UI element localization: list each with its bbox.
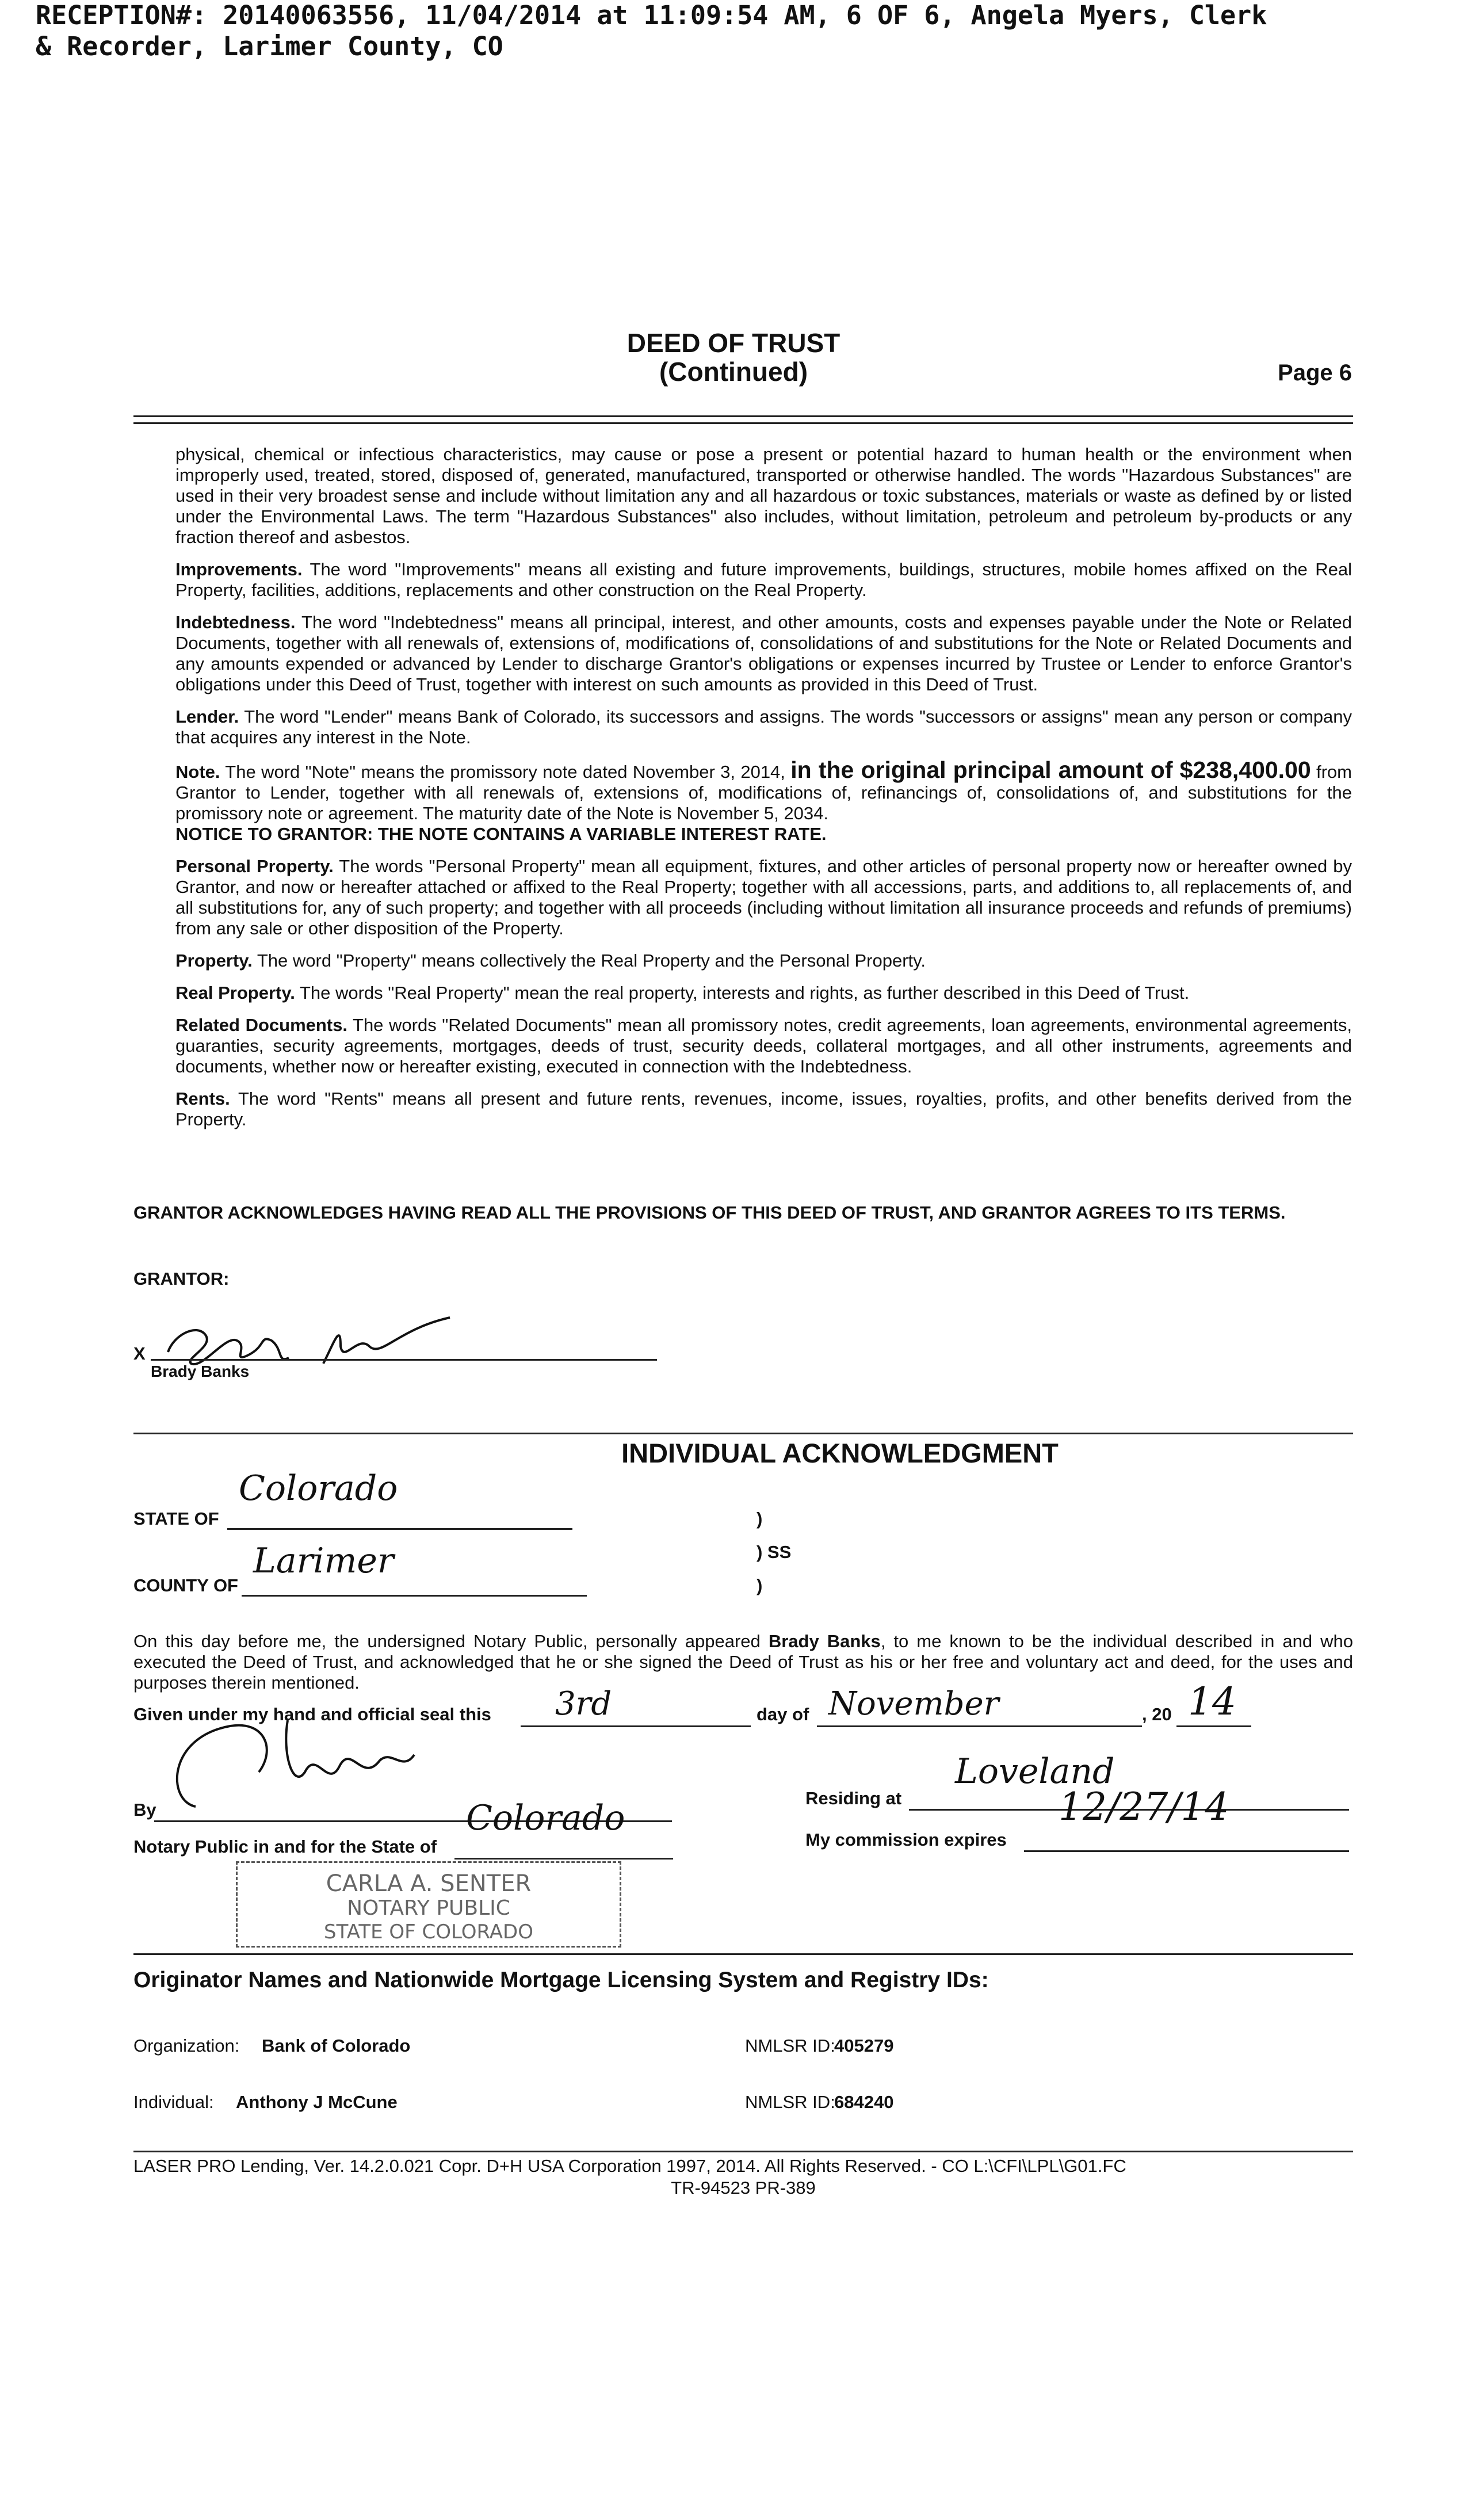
document-subtitle: (Continued) bbox=[659, 357, 808, 387]
notary-statement bbox=[133, 1631, 1353, 1693]
header-rule-bottom bbox=[133, 422, 1353, 424]
note-text-a: The word "Note" means the promissory note dated November 3, 2014, bbox=[220, 762, 791, 782]
notary-signature bbox=[161, 1703, 483, 1824]
venue-paren-3: ) bbox=[757, 1575, 763, 1595]
personal-property-paragraph bbox=[175, 856, 1352, 939]
state-field bbox=[227, 1468, 572, 1530]
month-handwritten: November bbox=[828, 1685, 999, 1723]
improvements-text: The word "Improvements" means all existing and future improvements, buildings, structures, mobile homes affixed on the Real Property, facilities, additions, replacements and other construction on the Real Property. bbox=[175, 559, 1352, 600]
indebtedness-paragraph bbox=[175, 612, 1352, 695]
organization-nmlsr-label: NMLSR ID: bbox=[745, 2036, 835, 2056]
residing-label: Residing at bbox=[805, 1788, 902, 1808]
improvements-term: Improvements. bbox=[175, 559, 303, 579]
lender-text: The word "Lender" means Bank of Colorado, its successors and assigns. The words "successors or assigns" mean any person or company that acquires any interest in the Note. bbox=[175, 707, 1352, 747]
footer-line-2: TR-94523 PR-389 bbox=[671, 2178, 816, 2198]
document-title: DEED OF TRUST bbox=[626, 328, 841, 358]
individual-label: Individual: bbox=[133, 2092, 214, 2112]
ack-rule-top bbox=[133, 1433, 1353, 1434]
venue-paren-1: ) bbox=[757, 1509, 763, 1529]
note-variable-rate-notice: NOTICE TO GRANTOR: THE NOTE CONTAINS A VARIABLE INTEREST RATE. bbox=[175, 824, 827, 844]
rents-paragraph bbox=[175, 1089, 1352, 1130]
personal-property-text: The words "Personal Property" mean all equipment, fixtures, and other articles of personal property now or hereafter owned by Grantor, and now or hereafter attached or affixed to the Real Property; together with all accessions, parts, and additions to, all replacements of, and all substitutions for, any of such property; and together with all proceeds (including without limitation all insurance proceeds and refunds of premiums) from any sale or other disposition of the Property. bbox=[175, 856, 1352, 938]
note-principal-amount: in the original principal amount of $238,400.00 bbox=[790, 757, 1311, 783]
commission-field bbox=[1024, 1785, 1349, 1852]
signature-x-mark: X bbox=[133, 1343, 146, 1364]
grantor-label: GRANTOR: bbox=[133, 1269, 230, 1289]
rents-text: The word "Rents" means all present and future rents, revenues, income, issues, royalties, profits, and other benefits derived from the Property. bbox=[175, 1089, 1352, 1129]
commission-handwritten: 12/27/14 bbox=[1059, 1785, 1229, 1829]
lender-term: Lender. bbox=[175, 707, 239, 727]
related-documents-paragraph bbox=[175, 1015, 1352, 1077]
stamp-title: NOTARY PUBLIC bbox=[347, 1896, 510, 1920]
individual-value: Anthony J McCune bbox=[236, 2092, 398, 2112]
real-property-text: The words "Real Property" mean the real property, interests and rights, as further described in this Deed of Trust. bbox=[295, 983, 1190, 1003]
year-prefix-label: , 20 bbox=[1142, 1704, 1172, 1724]
personal-property-term: Personal Property. bbox=[175, 856, 334, 876]
related-documents-term: Related Documents. bbox=[175, 1015, 347, 1035]
state-handwritten: Colorado bbox=[239, 1468, 398, 1509]
property-term: Property. bbox=[175, 950, 253, 971]
venue-paren-ss: ) SS bbox=[757, 1542, 792, 1562]
county-field bbox=[242, 1541, 587, 1597]
grantor-signature-line bbox=[151, 1359, 657, 1361]
individual-nmlsr-value: 684240 bbox=[834, 2092, 894, 2112]
page-number: Page 6 bbox=[1278, 360, 1352, 385]
footer-line-1: LASER PRO Lending, Ver. 14.2.0.021 Copr. D+H USA Corporation 1997, 2014. All Rights Reserved. - CO L:\CFI\LPL\G01.FC bbox=[133, 2156, 1126, 2176]
lender-paragraph bbox=[175, 707, 1352, 748]
notary-statement-b: , to me known to be the individual described in and who executed the Deed of Trust, and acknowledged that he or she signed the Deed of Trust as his or her free and voluntary act and deed, for the uses and purposes therein mentioned. bbox=[133, 1631, 1353, 1693]
organization-label: Organization: bbox=[133, 2036, 240, 2056]
property-text: The word "Property" means collectively the Real Property and the Personal Property. bbox=[252, 950, 926, 971]
notary-stamp bbox=[236, 1861, 621, 1948]
software-footer bbox=[133, 2155, 1353, 2199]
definitions-body bbox=[175, 444, 1352, 1141]
commission-label: My commission expires bbox=[805, 1830, 1007, 1850]
given-under-hand-label: Given under my hand and official seal this bbox=[133, 1704, 491, 1724]
rents-term: Rents. bbox=[175, 1089, 230, 1109]
month-field bbox=[817, 1685, 1142, 1727]
notary-statement-a: On this day before me, the undersigned Notary Public, personally appeared bbox=[133, 1631, 769, 1651]
individual-acknowledgment-title: INDIVIDUAL ACKNOWLEDGMENT bbox=[621, 1438, 1059, 1468]
note-text-b: from Grantor to Lender, together with all renewals of, extensions of, modifications of, refinancings of, consolidations of, and substitutions for the promissory note or agreement. The maturity date of the Note is November 5, 2034. bbox=[175, 762, 1352, 823]
notary-appearing-name: Brady Banks bbox=[768, 1631, 881, 1651]
property-paragraph bbox=[175, 950, 1352, 971]
hazardous-paragraph: physical, chemical or infectious characteristics, may cause or pose a present or potential hazard to human health or the environment when improperly used, treated, stored, disposed of, generated, manufactured, transported or otherwise handled. The words "Hazardous Substances" are used in their very broadest sense and include without limitation any and all hazardous or toxic substances, materials or waste as defined by or listed under the Environmental Laws. The term "Hazardous Substances" also includes, without limitation, petroleum and petroleum by-products or any fraction thereof and asbestos. bbox=[175, 444, 1352, 547]
day-of-label: day of bbox=[757, 1704, 809, 1724]
originator-rule bbox=[133, 1953, 1353, 1955]
county-handwritten: Larimer bbox=[253, 1541, 394, 1581]
indebtedness-text: The word "Indebtedness" means all principal, interest, and other amounts, costs and expenses payable under the Note or Related Documents, together with all renewals of, extensions of, modifications of, consolidations of and substitutions for the Note or Related Documents and any amounts expended or advanced by Lender to discharge Grantor's obligations or expenses incurred by Trustee or Lender to enforce Grantor's obligations under this Deed of Trust, together with interest on such amounts as provided in this Deed of Trust. bbox=[175, 612, 1352, 694]
indebtedness-term: Indebtedness. bbox=[175, 612, 296, 632]
related-documents-text: The words "Related Documents" mean all promissory notes, credit agreements, loan agreements, environmental agreements, guaranties, security agreements, mortgages, deeds of trust, security deeds, collateral mortgages, and all other instruments, agreements and documents, whether now or hereafter existing, executed in connection with the Indebtedness. bbox=[175, 1015, 1352, 1076]
real-property-paragraph bbox=[175, 983, 1352, 1003]
originator-heading: Originator Names and Nationwide Mortgage Licensing System and Registry IDs: bbox=[133, 1968, 989, 1992]
county-label: COUNTY OF bbox=[133, 1575, 238, 1595]
grantor-name: Brady Banks bbox=[151, 1362, 250, 1380]
day-handwritten: 3rd bbox=[555, 1685, 612, 1723]
notary-state-handwritten: Colorado bbox=[466, 1798, 625, 1838]
notary-state-field bbox=[454, 1798, 673, 1860]
note-term: Note. bbox=[175, 762, 220, 782]
organization-value: Bank of Colorado bbox=[262, 2036, 411, 2056]
state-label: STATE OF bbox=[133, 1509, 219, 1529]
day-field bbox=[521, 1685, 751, 1727]
notary-state-label: Notary Public in and for the State of bbox=[133, 1836, 437, 1857]
grantor-acknowledgement-statement: GRANTOR ACKNOWLEDGES HAVING READ ALL THE PROVISIONS OF THIS DEED OF TRUST, AND GRANTOR AGREES TO ITS TERMS. bbox=[133, 1202, 1286, 1223]
improvements-paragraph bbox=[175, 559, 1352, 601]
year-handwritten: 14 bbox=[1188, 1679, 1236, 1724]
real-property-term: Real Property. bbox=[175, 983, 295, 1003]
reception-header: RECEPTION#: 20140063556, 11/04/2014 at 11:09:54 AM, 6 OF 6, Angela Myers, Clerk & Recorder, Larimer County, CO bbox=[36, 0, 1267, 62]
header-rule-top bbox=[133, 415, 1353, 417]
year-field bbox=[1176, 1679, 1251, 1727]
footer-rule bbox=[133, 2151, 1353, 2152]
individual-nmlsr-label: NMLSR ID: bbox=[745, 2092, 835, 2112]
stamp-state: STATE OF COLORADO bbox=[324, 1920, 533, 1944]
by-label: By bbox=[133, 1800, 156, 1820]
residing-handwritten: Loveland bbox=[955, 1751, 1115, 1792]
stamp-name: CARLA A. SENTER bbox=[326, 1870, 532, 1897]
note-paragraph bbox=[175, 759, 1352, 845]
organization-nmlsr-value: 405279 bbox=[834, 2036, 894, 2056]
